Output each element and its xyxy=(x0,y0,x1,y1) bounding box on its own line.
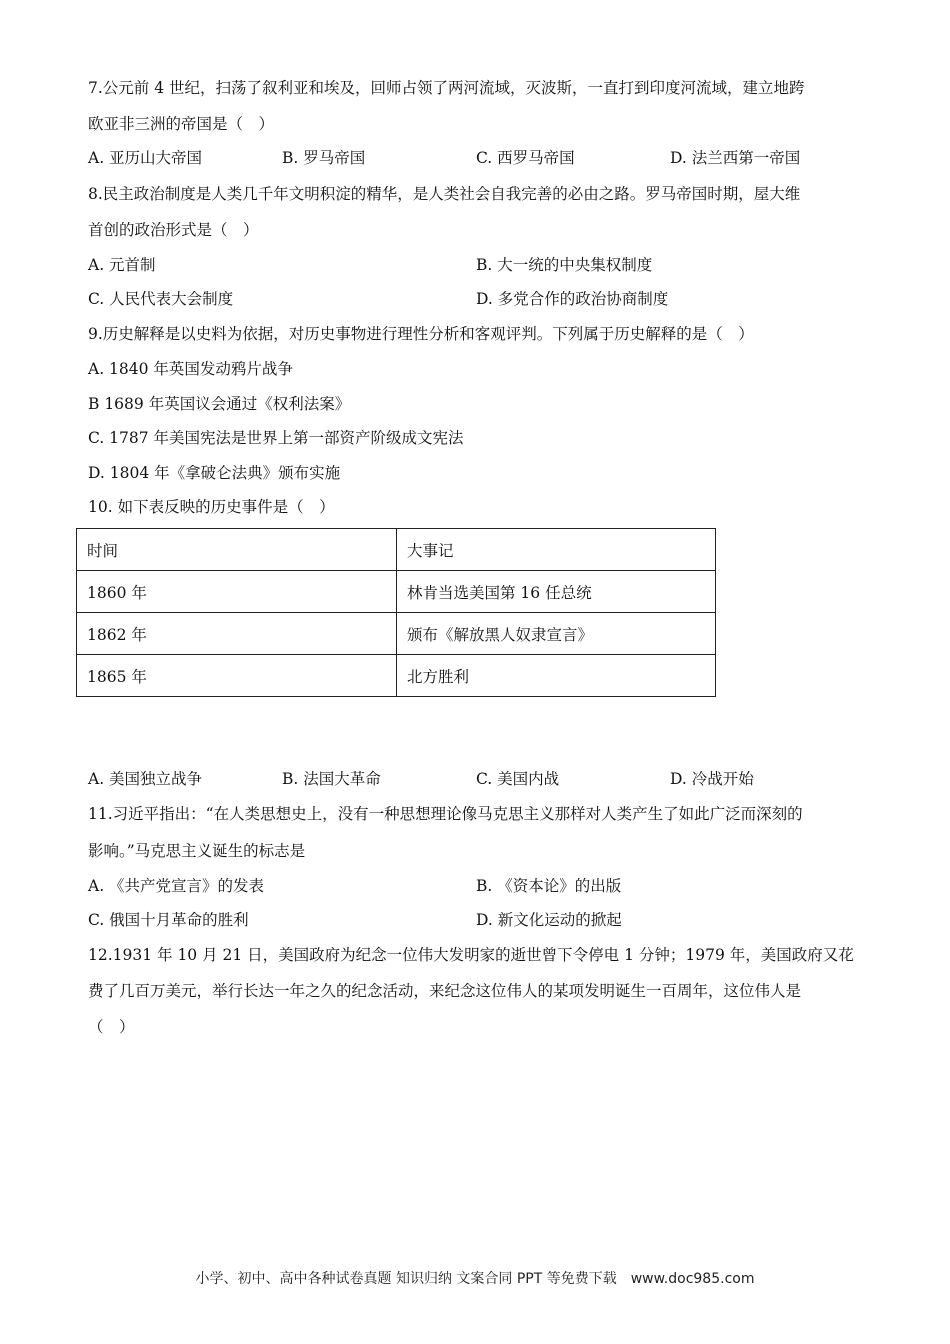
table-header-events: 大事记 xyxy=(397,529,716,571)
q11-stem-line2: 影响。”马克思主义诞生的标志是 xyxy=(88,842,306,860)
table-cell-event: 北方胜利 xyxy=(397,655,716,697)
q9-option-d: D. 1804 年《拿破仑法典》颁布实施 xyxy=(88,464,341,482)
q7-stem-line2: 欧亚非三洲的帝国是（ ） xyxy=(88,115,275,133)
table-row xyxy=(77,571,716,613)
q10-stem: 10. 如下表反映的历史事件是（ ） xyxy=(88,498,335,516)
table-row xyxy=(77,655,716,697)
table-cell-time: 1860 年 xyxy=(77,571,397,613)
q9-option-a: A. 1840 年英国发动鸦片战争 xyxy=(88,360,293,378)
q7-option-b: B. 罗马帝国 xyxy=(282,149,366,167)
q12-stem-line3: （ ） xyxy=(88,1018,135,1036)
table-cell-event: 颁布《解放黑人奴隶宣言》 xyxy=(397,613,716,655)
q12-stem-line2: 费了几百万美元，举行长达一年之久的纪念活动，来纪念这位伟人的某项发明诞生一百周年，这位伟人是 xyxy=(88,982,802,1000)
q12-stem-line1: 12.1931 年 10 月 21 日，美国政府为纪念一位伟大发明家的逝世曾下令停电 1 分钟；1979 年，美国政府又花 xyxy=(88,946,854,964)
page-footer: 小学、初中、高中各种试卷真题 知识归纳 文案合同 PPT 等免费下载 www.doc985.com xyxy=(195,1271,755,1287)
q7-stem-line1: 7.公元前 4 世纪，扫荡了叙利亚和埃及，回师占领了两河流域，灭波斯，一直打到印度河流域，建立地跨 xyxy=(88,79,805,97)
q7-option-c: C. 西罗马帝国 xyxy=(476,149,575,167)
table-cell-time: 1862 年 xyxy=(77,613,397,655)
q8-option-b: B. 大一统的中央集权制度 xyxy=(476,256,653,274)
q10-option-c: C. 美国内战 xyxy=(476,770,560,788)
table-header-row xyxy=(77,529,716,571)
q8-option-a: A. 元首制 xyxy=(88,256,156,274)
table-cell-time: 1865 年 xyxy=(77,655,397,697)
q10-option-d: D. 冷战开始 xyxy=(670,770,754,788)
q11-option-b: B. 《资本论》的出版 xyxy=(476,877,622,895)
q10-option-b: B. 法国大革命 xyxy=(282,770,381,788)
q9-option-b: B 1689 年英国议会通过《权利法案》 xyxy=(88,395,351,413)
q8-stem-line2: 首创的政治形式是（ ） xyxy=(88,221,259,239)
q10-option-a: A. 美国独立战争 xyxy=(88,770,203,788)
q11-option-a: A. 《共产党宣言》的发表 xyxy=(88,877,265,895)
q11-option-c: C. 俄国十月革命的胜利 xyxy=(88,911,249,929)
q8-option-c: C. 人民代表大会制度 xyxy=(88,290,234,308)
table-row xyxy=(77,613,716,655)
q10-events-table xyxy=(76,528,716,697)
q8-option-d: D. 多党合作的政治协商制度 xyxy=(476,290,669,308)
q9-stem: 9.历史解释是以史料为依据，对历史事物进行理性分析和客观评判。下列属于历史解释的是（ ） xyxy=(88,325,754,343)
q7-option-a: A. 亚历山大帝国 xyxy=(88,149,203,167)
q8-stem-line1: 8.民主政治制度是人类几千年文明积淀的精华，是人类社会自我完善的必由之路。罗马帝国时期，屋大维 xyxy=(88,185,801,203)
table-cell-event: 林肯当选美国第 16 任总统 xyxy=(397,571,716,613)
q7-option-d: D. 法兰西第一帝国 xyxy=(670,149,801,167)
q9-option-c: C. 1787 年美国宪法是世界上第一部资产阶级成文宪法 xyxy=(88,429,464,447)
table-header-time: 时间 xyxy=(77,529,397,571)
q11-option-d: D. 新文化运动的掀起 xyxy=(476,911,622,929)
q11-stem-line1: 11.习近平指出：“在人类思想史上，没有一种思想理论像马克思主义那样对人类产生了如此广泛而深刻的 xyxy=(88,805,803,823)
